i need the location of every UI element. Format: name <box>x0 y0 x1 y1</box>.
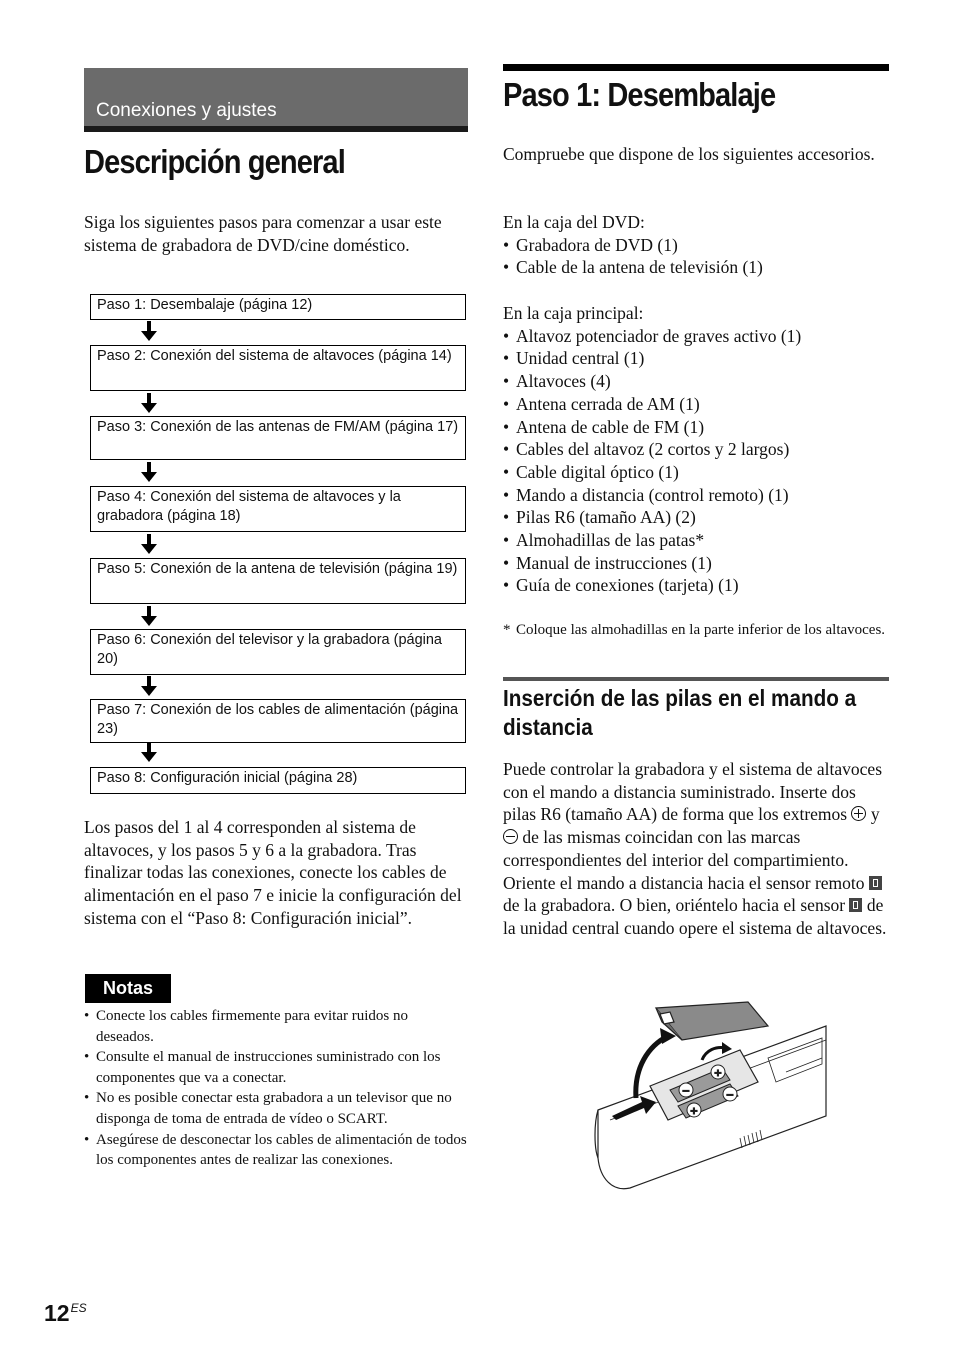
list-item: • Guía de conexiones (tarjeta) (1) <box>503 574 889 597</box>
minus-symbol-icon <box>503 829 518 844</box>
list-item: • Altavoces (4) <box>503 370 889 393</box>
list-item: • Unidad central (1) <box>503 347 889 370</box>
list-item: • Cable digital óptico (1) <box>503 461 889 484</box>
battery-text-1: Puede controlar la grabadora y el sistema de altavoces con el mando a distancia suministrado. Inserte dos pilas R6 (tamaño AA) de forma que los extremos <box>503 759 883 825</box>
list-item: • Almohadillas de las patas* <box>503 529 889 552</box>
note-item: • No es posible conectar esta grabadora a un televisor que no disponga de toma de entrada de vídeo o SCART. <box>84 1088 468 1129</box>
svg-text:−: − <box>725 1090 735 1101</box>
down-arrow-icon <box>141 462 157 482</box>
svg-text:−: − <box>681 1086 691 1097</box>
subsection-title: Inserción de las pilas en el mando a distancia <box>503 685 857 740</box>
remote-sensor-icon <box>869 876 882 890</box>
down-arrow-icon <box>141 676 157 696</box>
down-arrow-icon <box>141 393 157 413</box>
remote-sensor-icon <box>849 898 862 912</box>
orient-text-2: de la grabadora. O bien, oriéntelo hacia el sensor <box>503 895 846 916</box>
dvd-box-heading: En la caja del DVD: <box>503 212 645 232</box>
list-item: • Antena de cable de FM (1) <box>503 416 889 439</box>
section-header-label: Conexiones y ajustes <box>96 100 277 121</box>
footnote-text: Coloque las almohadillas en la parte inferior de los altavoces. <box>516 622 886 638</box>
footnote <box>503 620 889 640</box>
page-title-right: Paso 1: Desembalaje <box>503 76 776 113</box>
footnote-mark: * <box>503 622 511 638</box>
remote-battery-illustration <box>590 998 830 1193</box>
note-item: • Conecte los cables firmemente para evitar ruidos no deseados. <box>84 1006 468 1047</box>
main-box-heading: En la caja principal: <box>503 303 644 323</box>
svg-text:+: + <box>689 1106 699 1117</box>
svg-text:+: + <box>713 1068 723 1079</box>
page-number <box>44 1300 87 1327</box>
list-item: • Pilas R6 (tamaño AA) (2) <box>503 506 889 529</box>
orient-text-3: de la unidad central cuando opere el sistema de altavoces. <box>503 895 887 938</box>
subsection-rule <box>503 677 889 681</box>
battery-text-y: y <box>870 804 880 825</box>
right-title-rule <box>503 64 889 71</box>
main-box-list <box>503 325 889 597</box>
orient-text-1: Oriente el mando a distancia hacia el sensor remoto <box>503 872 865 893</box>
step-box-3: Paso 3: Conexión de las antenas de FM/AM (página 17) <box>90 416 466 460</box>
left-summary: Los pasos del 1 al 4 corresponden al sistema de altavoces, y los pasos 5 y 6 a la grabadora. Tras finalizar todas las conexiones, conecte los cables de alimentación en el paso 7 e inicie la configuración del sistema con el “Paso 8: Configuración inicial”. <box>84 817 462 928</box>
note-item: • Asegúrese de desconectar los cables de alimentación de todos los componentes antes de realizar las conexiones. <box>84 1130 468 1171</box>
step-box-4: Paso 4: Conexión del sistema de altavoces y la grabadora (página 18) <box>90 486 466 532</box>
right-intro: Compruebe que dispone de los siguientes accesorios. <box>503 144 875 164</box>
plus-symbol-icon <box>851 806 866 821</box>
step-box-8: Paso 8: Configuración inicial (página 28) <box>90 767 466 794</box>
list-item: • Cable de la antena de televisión (1) <box>503 256 889 279</box>
down-arrow-icon <box>141 742 157 762</box>
list-item: • Manual de instrucciones (1) <box>503 552 889 575</box>
list-item: • Grabadora de DVD (1) <box>503 234 889 257</box>
page-lang: ES <box>70 1301 87 1315</box>
step-box-2: Paso 2: Conexión del sistema de altavoces (página 14) <box>90 345 466 391</box>
down-arrow-icon <box>141 606 157 626</box>
list-item: • Altavoz potenciador de graves activo (1) <box>503 325 889 348</box>
main-box-section <box>503 302 889 597</box>
notes-list <box>84 1006 468 1171</box>
dvd-box-list <box>503 234 889 279</box>
battery-instructions <box>503 758 889 940</box>
left-intro: Siga los siguientes pasos para comenzar a usar este sistema de grabadora de DVD/cine doméstico. <box>84 212 442 255</box>
down-arrow-icon <box>141 534 157 554</box>
battery-text-2: de las mismas coincidan con las marcas correspondientes del interior del compartimiento. <box>503 827 849 870</box>
step-box-7: Paso 7: Conexión de los cables de alimentación (página 23) <box>90 699 466 743</box>
page-title-left: Descripción general <box>84 143 345 180</box>
note-item: • Consulte el manual de instrucciones suministrado con los componentes que va a conectar. <box>84 1047 468 1088</box>
section-header-bar <box>84 68 468 132</box>
step-box-6: Paso 6: Conexión del televisor y la grabadora (página 20) <box>90 629 466 675</box>
down-arrow-icon <box>141 321 157 341</box>
page-number-value: 12 <box>44 1300 70 1326</box>
step-box-1: Paso 1: Desembalaje (página 12) <box>90 294 466 320</box>
dvd-box-section <box>503 211 889 279</box>
notes-label: Notas <box>85 974 171 1003</box>
list-item: • Antena cerrada de AM (1) <box>503 393 889 416</box>
step-box-5: Paso 5: Conexión de la antena de televisión (página 19) <box>90 558 466 604</box>
list-item: • Cables del altavoz (2 cortos y 2 largos) <box>503 438 889 461</box>
list-item: • Mando a distancia (control remoto) (1) <box>503 484 889 507</box>
